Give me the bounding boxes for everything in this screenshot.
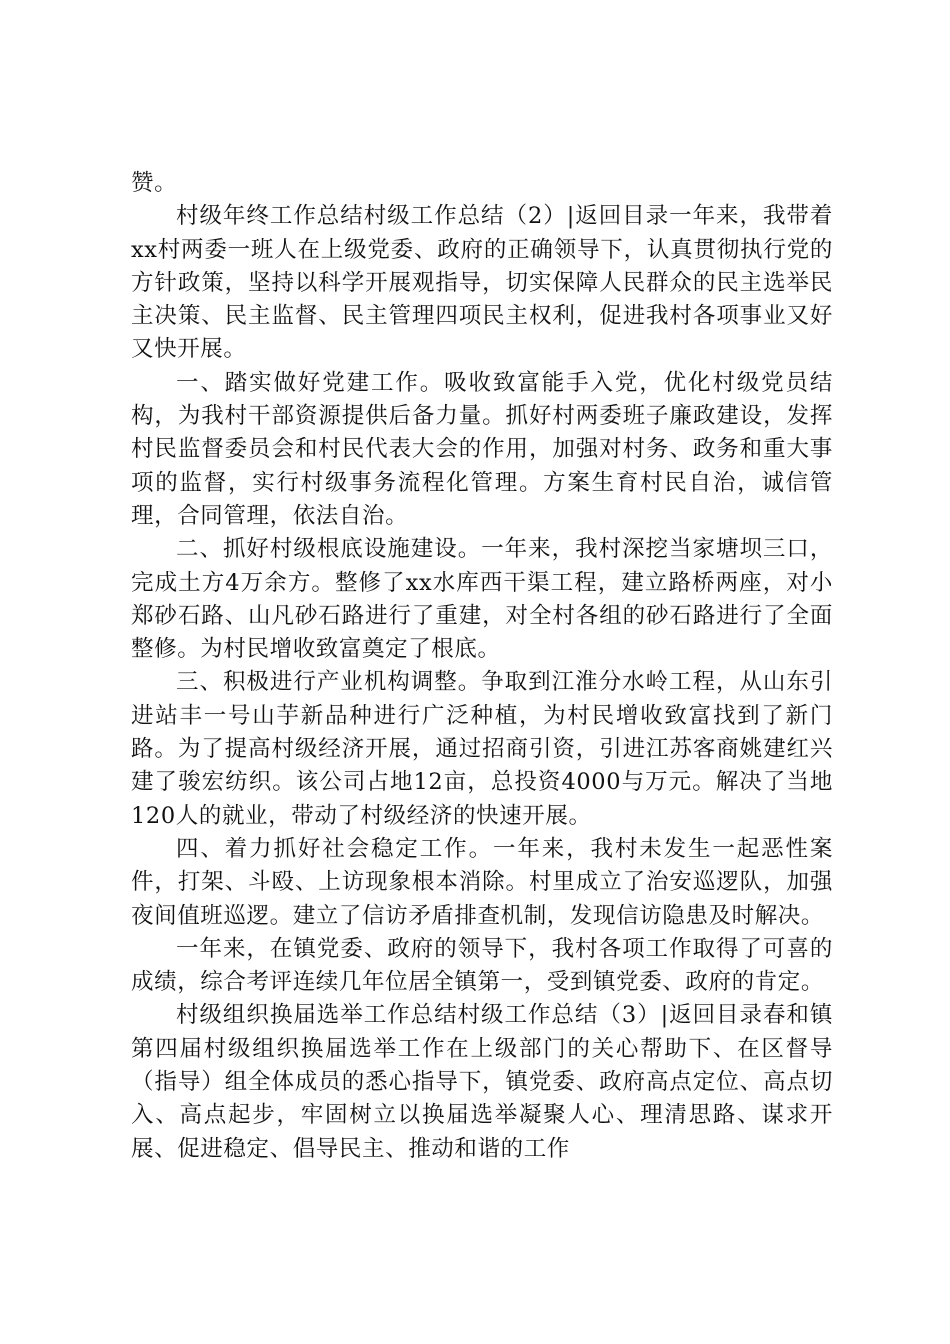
- paragraph-section-3-intro: 村级组织换届选举工作总结村级工作总结（3）|返回目录春和镇第四届村级组织换届选举工作在上级部门的关心帮助下、在区督导（指导）组全体成员的悉心指导下，镇党委、政府高点定位、高点切入、高点起步，牢固树立以换届选举凝聚人心、理清思路、谋求开展、促进稳定、倡导民主、推动和谐的工作: [131, 1002, 833, 1162]
- paragraph-social-stability: 四、着力抓好社会稳定工作。一年来，我村未发生一起恶性案件，打架、斗殴、上访现象根本消除。村里成立了治安巡逻队，加强夜间值班巡逻。建立了信访矛盾排查机制，发现信访隐患及时解决。: [131, 835, 833, 929]
- paragraph-infrastructure: 二、抓好村级根底设施建设。一年来，我村深挖当家塘坝三口，完成土方4万余方。整修了xx水库西干渠工程，建立路桥两座，对小郑砂石路、山凡砂石路进行了重建，对全村各组的砂石路进行了全面整修。为村民增收致富奠定了根底。: [131, 536, 833, 663]
- document-body: [131, 167, 833, 1166]
- paragraph-party-building: 一、踏实做好党建工作。吸收致富能手入党，优化村级党员结构，为我村干部资源提供后备力量。抓好村两委班子廉政建设，发挥村民监督委员会和村民代表大会的作用，加强对村务、政务和重大事项的监督，实行村级事务流程化管理。方案生育村民自治，诚信管理，合同管理，依法自治。: [131, 369, 833, 529]
- paragraph-summary: 一年来，在镇党委、政府的领导下，我村各项工作取得了可喜的成绩，综合考评连续几年位居全镇第一，受到镇党委、政府的肯定。: [131, 935, 833, 996]
- paragraph-continuation: 赞。: [131, 170, 178, 196]
- paragraph-section-2-intro: 村级年终工作总结村级工作总结（2）|返回目录一年来，我带着xx村两委一班人在上级党委、政府的正确领导下，认真贯彻执行党的方针政策，坚持以科学开展观指导，切实保障人民群众的民主选举民主决策、民主监督、民主管理四项民主权利，促进我村各项事业又好又快开展。: [131, 203, 833, 363]
- paragraph-industry-adjustment: 三、积极进行产业机构调整。争取到江淮分水岭工程，从山东引进站丰一号山芋新品种进行广泛种植，为村民增收致富找到了新门路。为了提高村级经济开展，通过招商引资，引进江苏客商姚建红兴建了骏宏纺织。该公司占地12亩，总投资4000与万元。解决了当地120人的就业，带动了村级经济的快速开展。: [131, 669, 833, 829]
